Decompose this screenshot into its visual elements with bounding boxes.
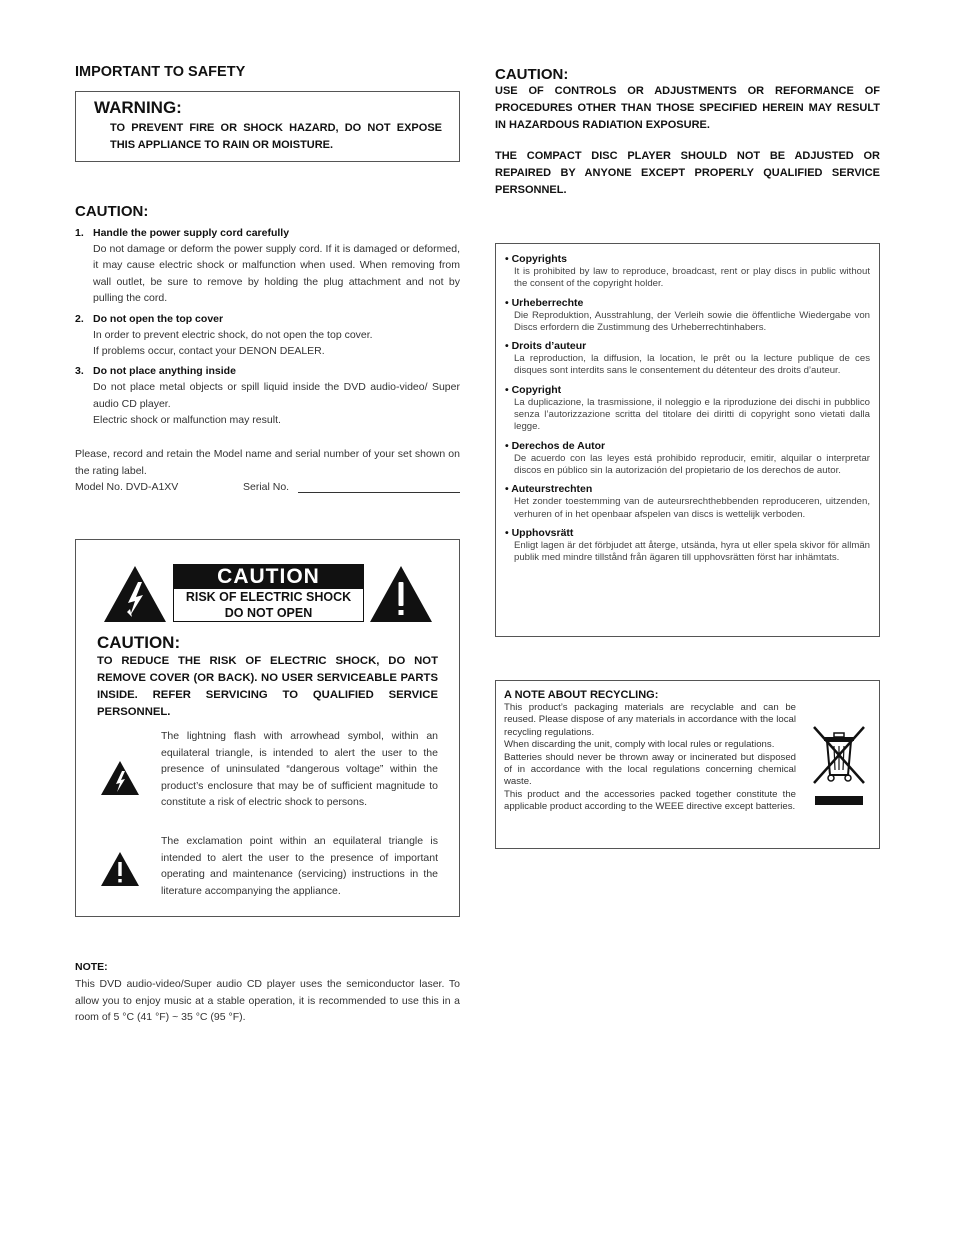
caution-item-body: If problems occur, contact your DENON DEALER. [93,345,325,358]
copyright-body: La reproduction, la diffusion, la location, le prêt ou la lecture publique de ces disques sont interdits sans le consentement du détenteur des droits d’auteur. [514,353,870,377]
risk-line-2: DO NOT OPEN [224,606,313,620]
note-text: This DVD audio-video/Super audio CD player uses the semiconductor laser. To allow you to enjoy music at a stable operation, it is recommended to use this in a room of 5 °C (41 °F) ~ 35 °C (95 °F). [75,978,460,1023]
copyright-item-de [505,297,870,335]
copyright-item-sv [505,527,870,565]
serial-label: Serial No. [243,481,290,493]
caution-item-body: Do not damage or deform the power supply cord. If it is damaged or deformed, it may cause electric shock or malfunction when used. When removing from wall outlet, be sure to remove by holding the plug attachment and not by pulling the cord. [93,243,460,305]
note-title: NOTE: [75,961,108,973]
caution-item-body: Do not place metal objects or spill liquid inside the DVD audio-video/ Super audio CD player. [93,381,460,410]
copyright-item-it [505,384,870,434]
caution-item-title: 3. Do not place anything inside [75,365,236,378]
weee-crossed-bin-icon [810,723,868,807]
safety-heading: IMPORTANT TO SAFETY [75,64,246,80]
exclamation-small-icon [100,851,140,887]
risk-line-1: RISK OF ELECTRIC SHOCK [185,590,352,604]
caution-list [75,225,460,429]
recycling-box [495,680,880,849]
caution-item-body: In order to prevent electric shock, do not open the top cover. [93,328,373,341]
exclamation-triangle-icon [369,565,433,623]
copyright-body: La duplicazione, la trasmissione, il noleggio e la riproduzione dei dischi in pubblico senza l’autorizzazione scritta del titolare dei diritti di copyright sono vietati dalla legge. [514,396,870,433]
copyright-item-fr [505,340,870,378]
recycling-p4: This product and the accessories packed together constitute the applicable product according to the WEEE directive except batteries. [504,788,796,813]
copyright-item-es [505,440,870,478]
copyright-title: • Copyrights [505,253,568,265]
caution-item-title: 1. Handle the power supply cord carefully [75,227,290,239]
serial-underline [298,492,460,493]
copyright-title: • Upphovsrätt [505,526,574,539]
recycling-p1: This product’s packaging materials are recyclable and can be reused. Please dispose of any materials in accordance with the local recycling regulations. [504,702,796,738]
copyright-title: • Copyright [505,383,562,396]
label-caution-text: TO REDUCE THE RISK OF ELECTRIC SHOCK, DO NOT REMOVE COVER (OR BACK). NO USER SERVICEABLE PARTS INSIDE. REFER SERVICING TO QUALIFIED SERVICE PERSONNEL. [97,655,438,718]
label-caution-title: CAUTION: [97,633,181,652]
caution-item-title: 2. Do not open the top cover [75,312,224,325]
copyright-title: • Auteurstrechten [505,483,593,496]
copyright-body: It is prohibited by law to reproduce, broadcast, rent or play discs in public without the consent of the copyright holder. [514,266,870,290]
copyright-body: Die Reproduktion, Ausstrahlung, der Verleih sowie die öffentliche Wiedergabe von Discs erfordern die Zustimmung des Urheberrechtinhabers. [514,309,870,333]
copyright-body: De acuerdo con las leyes está prohibido reproducir, emitir, alquilar o interpretar discos en público sin la autorización del propietario de los derechos de autor. [514,452,870,476]
caution-banner [173,564,364,622]
copyright-title: • Derechos de Autor [505,439,606,452]
caution-item-2 [75,311,460,360]
lightning-triangle-icon [103,565,167,623]
model-label: Model No. DVD-A1XV [75,481,179,493]
copyright-body: Enligt lagen är det förbjudet att återge, utsända, hyra ut eller spela skivor för allmän publik med mindre tillstånd från ägaren till upphovsrätten först har inhämtats. [514,539,870,564]
caution-item-1 [75,225,460,307]
caution-label-box [75,539,460,917]
warning-title: WARNING: [94,98,182,117]
recycling-p2: When discarding the unit, comply with local rules or regulations. [504,739,775,751]
caution-heading-right: CAUTION: [495,66,569,83]
copyright-title: • Droits d’auteur [505,340,587,353]
caution-banner-title: CAUTION [174,565,363,589]
record-text: Please, record and retain the Model name and serial number of your set shown on the rating label. [75,448,460,477]
lightning-small-icon [100,760,140,796]
caution-right-p2: THE COMPACT DISC PLAYER SHOULD NOT BE ADJUSTED OR REPAIRED BY ANYONE EXCEPT PROPERLY QUALIFIED SERVICE PERSONNEL. [495,150,880,196]
caution-heading-left: CAUTION: [75,203,149,220]
copyrights-box [495,243,880,637]
exclamation-text: The exclamation point within an equilateral triangle is intended to alert the user to the presence of important operating and maintenance (servicing) instructions in the literature accompanying the appliance. [161,835,438,897]
recycling-title: A NOTE ABOUT RECYCLING: [504,689,659,701]
copyright-body: Het zonder toestemming van de auteursrechthebbenden reproduceren, uitzenden, verhuren of in het openbaar afspelen van discs is wettelijk verboden. [514,496,870,520]
caution-item-body: Electric shock or malfunction may result. [93,414,281,427]
warning-box [75,91,460,162]
copyright-title: • Urheberrechte [505,296,584,309]
recycling-text [504,702,796,814]
copyright-item-nl [505,483,870,521]
caution-item-3 [75,363,460,428]
recycling-p3: Batteries should never be thrown away or incinerated but disposed of in accordance with the local regulations concerning chemical waste. [504,751,796,788]
caution-right-p1: USE OF CONTROLS OR ADJUSTMENTS OR REFORMANCE OF PROCEDURES OTHER THAN THOSE SPECIFIED HEREIN MAY RESULT IN HAZARDOUS RADIATION EXPOSURE. [495,85,880,131]
warning-text: TO PREVENT FIRE OR SHOCK HAZARD, DO NOT EXPOSE THIS APPLIANCE TO RAIN OR MOISTURE. [110,122,442,151]
copyright-item-en [505,253,870,291]
lightning-text: The lightning flash with arrowhead symbol, within an equilateral triangle, is intended to alert the user to the presence of uninsulated “dangerous voltage” within the product’s enclosure that may be of sufficient magnitude to constitute a risk of electric shock to persons. [161,730,438,808]
